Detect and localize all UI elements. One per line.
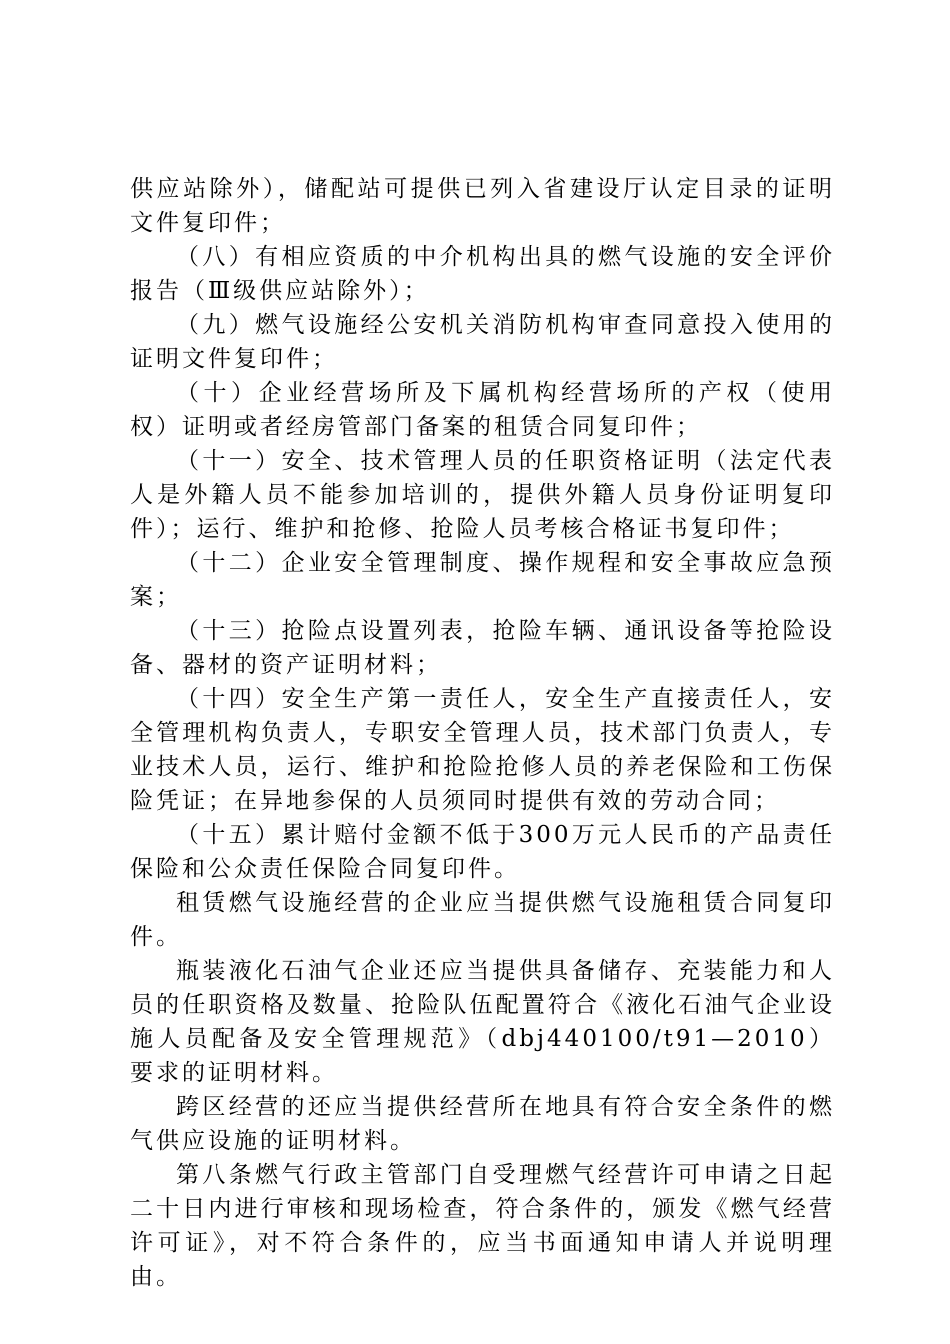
paragraph-item-12: （十二）企业安全管理制度、操作规程和安全事故应急预案；	[130, 550, 835, 610]
paragraph-item-10: （十）企业经营场所及下属机构经营场所的产权（使用权）证明或者经房管部门备案的租赁合同复印件；	[130, 380, 835, 440]
paragraph-item-15: （十五）累计赔付金额不低于300万元人民币的产品责任保险和公众责任保险合同复印件。	[130, 822, 835, 882]
paragraph-item-13: （十三）抢险点设置列表，抢险车辆、通讯设备等抢险设备、器材的资产证明材料；	[130, 618, 835, 678]
paragraph-item-8: （八）有相应资质的中介机构出具的燃气设施的安全评价报告（Ⅲ级供应站除外）；	[130, 244, 835, 304]
paragraph-cross-district: 跨区经营的还应当提供经营所在地具有符合安全条件的燃气供应设施的证明材料。	[130, 1094, 835, 1154]
paragraph-item-14: （十四）安全生产第一责任人，安全生产直接责任人，安全管理机构负责人，专职安全管理人员，技术部门负责人，专业技术人员，运行、维护和抢险抢修人员的养老保险和工伤保险凭证；在异地参保的人员须同时提供有效的劳动合同；	[130, 686, 835, 814]
paragraph-continuation: 供应站除外），储配站可提供已列入省建设厅认定目录的证明文件复印件；	[130, 176, 835, 236]
paragraph-lease: 租赁燃气设施经营的企业应当提供燃气设施租赁合同复印件。	[130, 890, 835, 950]
document-body	[130, 172, 835, 1294]
paragraph-item-11: （十一）安全、技术管理人员的任职资格证明（法定代表人是外籍人员不能参加培训的，提供外籍人员身份证明复印件）；运行、维护和抢修、抢险人员考核合格证书复印件；	[130, 448, 835, 542]
paragraph-lpg: 瓶装液化石油气企业还应当提供具备储存、充装能力和人员的任职资格及数量、抢险队伍配置符合《液化石油气企业设施人员配备及安全管理规范》（dbj440100/t91—2010）要求的证明材料。	[130, 958, 835, 1086]
paragraph-item-9: （九）燃气设施经公安机关消防机构审查同意投入使用的证明文件复印件；	[130, 312, 835, 372]
paragraph-article-8: 第八条燃气行政主管部门自受理燃气经营许可申请之日起二十日内进行审核和现场检查，符合条件的，颁发《燃气经营许可证》，对不符合条件的，应当书面通知申请人并说明理由。	[130, 1162, 835, 1290]
